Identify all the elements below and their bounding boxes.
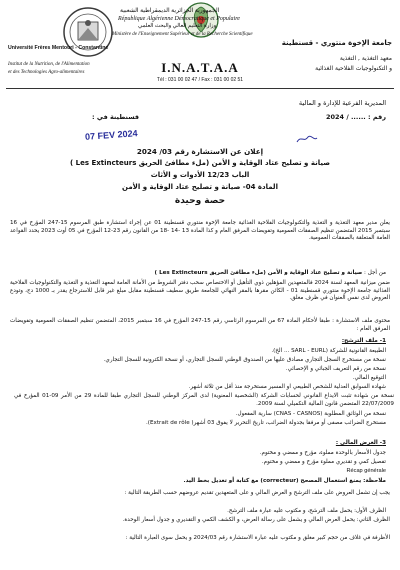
- list-item: التوقيع المالي.: [352, 375, 386, 381]
- body-paragraph-2: ضمن ميزانية المعهد لسنة 2024 فالمتعهدين المؤهلين ذوي التأهيل أو الاختصاص سحب دفتر الشروط من الأمانة العامة لمعهد التغذية و التغذية والتكنولوجيات الفلاحية الغذائية جامعة الإخوة منتوري قسنطينة 01 - الكائن مقرها بالمقر النهائي للجامعة طريق سطيف قسنطينة مقابل مبلغ غير قابل للاسترجاع يقدر بـ 1000 دج، وتودع العروض لدى نفس العنوان في ظرف مغلق.: [10, 280, 390, 302]
- ar-institute-2: و التكنولوجيات الفلاحية الغذائية: [315, 65, 392, 72]
- fr-institute-2: et des Technologies Agro-alimentaires: [8, 70, 85, 75]
- phone-fax: Tél : 031 00 02 47 / Fax : 031 00 02 51: [156, 77, 244, 83]
- list-item: شهادة السوابق العدلية للشخص الطبيعي او المسير مستخرجة منذ أقل من ثلاثة أشهر.: [188, 384, 386, 390]
- list-item: الظرف الثاني: يحمل العرض المالي و يشمل على رسالة العرض، و الكشف الكمي و التقديري و جدول أسعار الوحدة.: [122, 517, 390, 523]
- list-item: نسخة من مستخرج السجل التجاري مصادق عليها من الصندوق الوطني للسجل التجاري، أو نسخة الكترونية للسجل التجاري.: [103, 357, 386, 363]
- title-line-3: الباب 12/23 الأدوات و الأثاث: [150, 171, 250, 179]
- reference-number: رقم : ...... / 2024: [325, 113, 386, 121]
- list-item: Récap générale: [346, 468, 386, 474]
- title-line-5: حصة وحيدة: [174, 196, 226, 206]
- section-candidature-heading: 1- ملف الترشح:: [341, 338, 386, 344]
- ar-institute-1: معهد التغذية , التغذية: [339, 55, 392, 62]
- header-divider: [6, 88, 394, 89]
- fr-university: Université Frères Mentouri - Constantine: [8, 45, 109, 51]
- list-item: نسخة من رقم التعريف الجبائي و الإحصائي.: [285, 366, 386, 372]
- university-logo: [60, 6, 116, 60]
- handwritten-mark: [296, 134, 318, 144]
- list-item: يجب إن تشمل العروض على ملف الترشح و العرض المالي و على المتعهدين تقديم عروضهم حسب الطريقة التالية :: [124, 490, 390, 496]
- list-item: تفصيل كمي و تقديري مملوء مؤرخ و ممضي و مختوم.: [261, 459, 386, 465]
- list-item: الظرف الأول: يحمل ملف الترشح، و مكتوب عليه عبارة ملف الترشح.: [227, 508, 386, 514]
- list-item: نسخة من الوثائق المطلوبة (CNAS - CASNOS) سارية المفعول.: [235, 411, 386, 417]
- ar-department: المديرية الفرعية للإدارة و المالية: [298, 99, 386, 107]
- list-item: جدول الأسعار بالوحدة مملوء، مؤرخ و ممضي و مختوم.: [259, 450, 386, 456]
- date-stamp: 07 FEV 2024: [84, 128, 138, 142]
- section-financial-heading: 3- العرض المالي :: [335, 440, 386, 446]
- list-item: الطبيعة القانونية للشركة (SARL - EURL ... الخ).: [271, 348, 386, 354]
- ar-country: الجمهورية الجزائرية الديمقراطية الشعبية: [120, 8, 220, 14]
- institute-acronym: I.N.A.T.A.A: [161, 60, 239, 75]
- document-date-label: قسنطينة في :: [92, 113, 140, 121]
- fr-ministry: Ministère de l'Enseignement Supérieur et de la Recherche Scientifique: [112, 32, 253, 37]
- body-paragraph-3: محتوى ملف الاستشارة : طبقا لأحكام المادة 67 من المرسوم الرئاسي رقم 15-247 المؤرخ في 16 سبتمبر 2015، المتضمن تنظيم الصفقات العمومية وتفويضات المرفق العام :: [10, 318, 390, 332]
- title-line-1: إعلان عن الاستشارة رقم 03/ 2024: [136, 147, 264, 156]
- subject-value: صيانة و تصليح عتاد الوقاية و الأمن (ملء مطافئ الحريق Les Extincteurs ): [154, 270, 363, 276]
- fr-institute-1: Institut de la Nutrition, de l'Alimentation: [8, 62, 90, 67]
- subject-line: [155, 270, 386, 278]
- list-item: نسخة من شهادة تثبت الايداع القانوني لحسابات الشركة (الشخصية المعنوية) لدى المركز الوطني للسجل التجاري طبقا للمادة 29 من الأمر 09-01 المؤرخ في 22/07/2009 المتضمن قانون المالية التكميلي لسنة 2009.: [14, 393, 394, 407]
- list-item: مستخرج الضرائب مصفى أو مرفقا بجدولة الضرائب، تاريخ التحرير لا يفوق 03 أشهر( Extrait de rôle).: [146, 420, 386, 426]
- subject-label: من أجل :: [364, 270, 386, 276]
- intro-paragraph: يعلن مدير معهد التغذية و التغذية والتكنولوجيات الفلاحية الغذائية جامعة الإخوة منتوري قسنطينة 01 عن إجراء استشارة طبق المرسوم 15-247 المؤرخ في 16 سبتمبر 2015 المتضمن تنظيم الصفقات العمومية وتفويضات المرفق العام و كذا المادة 13 -14 -18 من القانون رقم 23-12 المؤرخ في 05 أوت 2023 يحدد القواعد العامة المتعلقة بالصفقات العمومية.: [10, 220, 391, 242]
- ar-university: جامعة الإخوة منتوري - قسنطينة: [281, 39, 392, 47]
- list-item: الأظرفة في غلاف من حجم كبير مغلق و مكتوب عليه عبارة الاستشارة رقم 2024/03 و يحمل سوى العبارة التالية :: [125, 535, 390, 541]
- ar-ministry: وزارة التعليم العالي والبحث العلمي: [138, 23, 217, 29]
- title-line-2: صيانة و تصليح عتاد الوقاية و الأمن (ملء مطافئ الحريق Les Extincteurs ): [70, 159, 330, 167]
- list-item: ملاحظة: يمنع استعمال المصحح (correcteur) مع كتابة أو تعديل بخط اليد.: [183, 478, 386, 484]
- title-line-4: المادة 04- صيانة و تصليح عتاد الوقاية و الأمن: [122, 183, 278, 191]
- fr-country: République Algérienne Démocratique et Populaire: [118, 16, 240, 22]
